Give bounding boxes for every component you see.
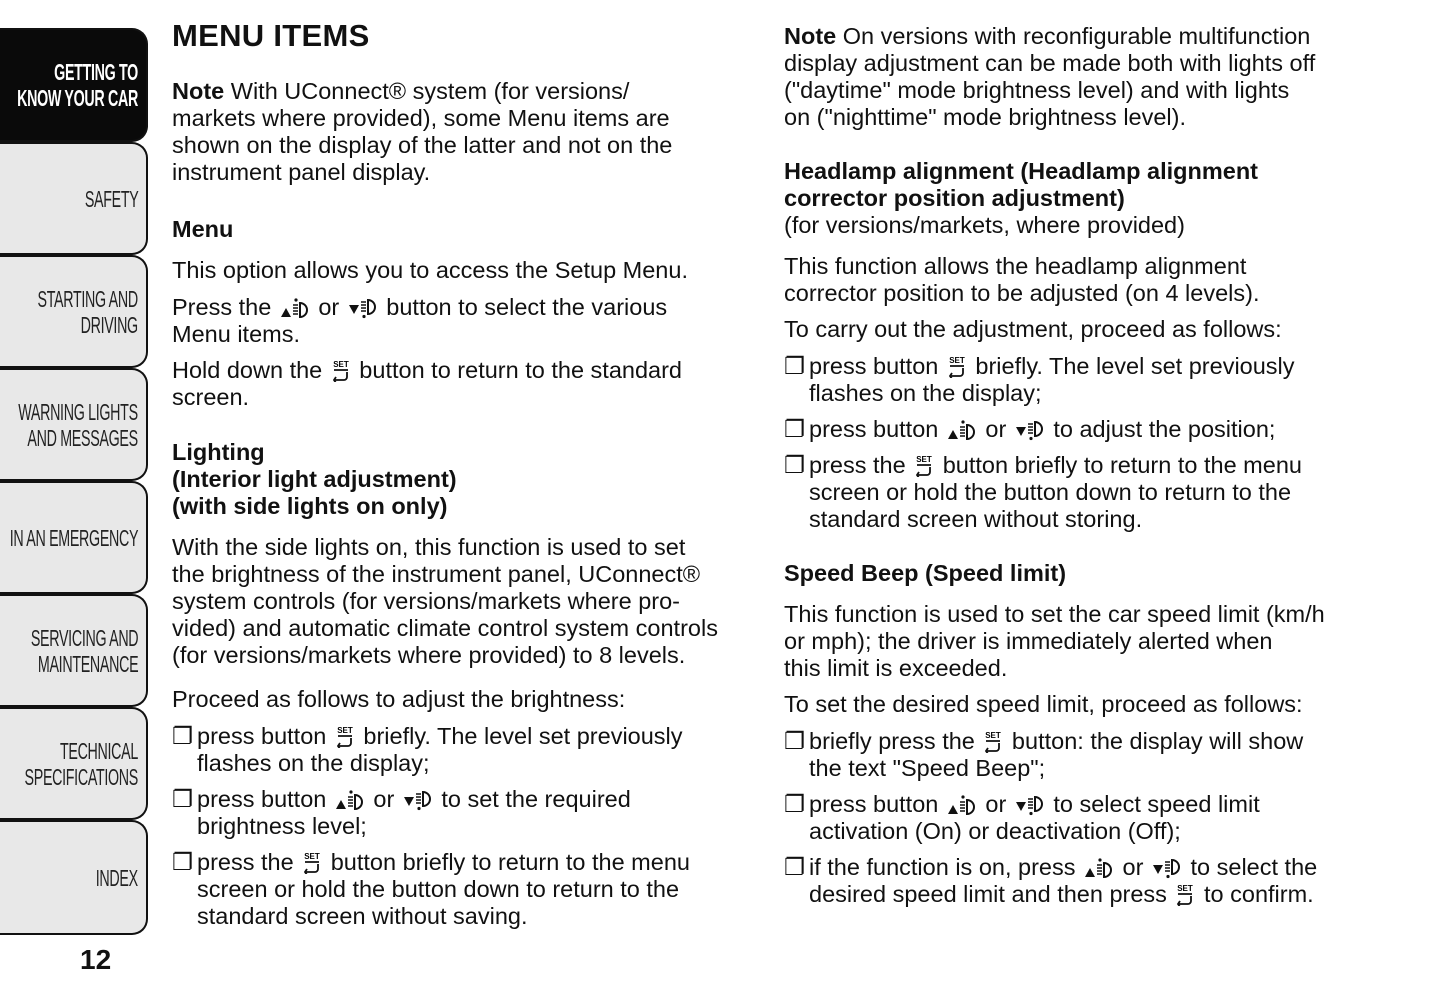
- paragraph: [172, 257, 688, 284]
- text-line: [784, 23, 1315, 50]
- text: corrector position adjustment): [784, 185, 1125, 211]
- text-line: [172, 903, 690, 930]
- headlamp-down-icon: [403, 789, 433, 817]
- text: if the function is on, press: [809, 854, 1083, 880]
- text-line: [172, 849, 690, 876]
- list-item: [784, 452, 1302, 533]
- text: press the: [809, 452, 913, 478]
- text: Proceed as follows to adjust the brightness:: [172, 686, 626, 712]
- text: standard screen without saving.: [197, 903, 528, 929]
- text: Menu: [172, 216, 234, 242]
- text: press button: [809, 416, 945, 442]
- tab-label: SERVICING AND: [30, 624, 138, 651]
- text-line: [784, 854, 1317, 881]
- text: Menu items.: [172, 321, 300, 347]
- text-line: [784, 628, 1325, 655]
- section-heading: [784, 158, 1258, 212]
- text: screen or hold the button down to return to the: [809, 479, 1292, 505]
- text: To set the desired speed limit, proceed as follows:: [784, 691, 1303, 717]
- text-line: [172, 357, 682, 384]
- text: display adjustment can be made both with lights off: [784, 50, 1316, 76]
- text-line: [784, 253, 1259, 280]
- text-line: [784, 881, 1317, 908]
- headlamp-down-icon: [348, 297, 378, 325]
- paragraph: [784, 316, 1282, 343]
- text-line: [172, 786, 631, 813]
- text: or: [1116, 854, 1150, 880]
- text: to select the: [1183, 854, 1318, 880]
- text-line: [784, 280, 1259, 307]
- text-line: [784, 185, 1258, 212]
- checkbox-bullet-icon: ❐: [784, 452, 806, 478]
- text: press the: [197, 849, 301, 875]
- tab-label: SAFETY: [84, 185, 138, 212]
- text-line: [784, 691, 1303, 718]
- text: On versions with reconfigurable multifunction: [836, 23, 1311, 49]
- tab-in-an-emergency[interactable]: [0, 481, 148, 594]
- checkbox-bullet-icon: ❐: [172, 786, 194, 812]
- set-button-icon: [331, 358, 351, 388]
- text: (Interior light adjustment): [172, 466, 457, 492]
- text: desired speed limit and then press: [809, 881, 1174, 907]
- text: Lighting: [172, 439, 265, 465]
- list-item: [172, 723, 683, 777]
- tab-label: IN AN EMERGENCY: [9, 524, 138, 551]
- checkbox-bullet-icon: ❐: [784, 416, 806, 442]
- text-line: [784, 353, 1295, 380]
- paragraph: [172, 78, 672, 186]
- text: system controls (for versions/markets where pro-: [172, 588, 681, 614]
- text: markets where provided), some Menu items are: [172, 105, 670, 131]
- text-line: [172, 18, 370, 53]
- text-line: [784, 104, 1315, 131]
- text: brightness level;: [197, 813, 367, 839]
- text: ("daytime" mode brightness level) and with lights: [784, 77, 1290, 103]
- list-item: [784, 416, 1275, 443]
- text: to set the required: [434, 786, 631, 812]
- text: the brightness of the instrument panel, UConnect®: [172, 561, 701, 587]
- text-line: [784, 755, 1303, 782]
- text-line: [172, 294, 667, 321]
- text: With the side lights on, this function is used to set: [172, 534, 686, 560]
- list-item: [784, 854, 1317, 908]
- text: (with side lights on only): [172, 493, 448, 519]
- text-line: [172, 384, 682, 411]
- text: This function is used to set the car speed limit (km/h: [784, 601, 1325, 627]
- text: This function allows the headlamp alignment: [784, 253, 1247, 279]
- text: MENU ITEMS: [172, 18, 370, 53]
- text-line: [172, 132, 672, 159]
- svg-text:SET: SET: [333, 360, 349, 369]
- text-line: [172, 813, 631, 840]
- text: instrument panel display.: [172, 159, 431, 185]
- section-heading: [172, 216, 233, 243]
- tab-safety[interactable]: [0, 142, 148, 255]
- section-heading: [172, 439, 457, 520]
- text: or: [366, 786, 401, 812]
- svg-text:SET: SET: [337, 726, 353, 735]
- text: or: [978, 416, 1013, 442]
- text-line: [784, 452, 1302, 479]
- text: button to return to the standard: [352, 357, 682, 383]
- text-line: [172, 876, 690, 903]
- text: to select speed limit: [1046, 791, 1260, 817]
- text-line: [784, 380, 1295, 407]
- svg-text:SET: SET: [916, 455, 932, 464]
- text: press button: [197, 786, 333, 812]
- svg-text:SET: SET: [949, 356, 965, 365]
- text-line: [172, 723, 683, 750]
- text-line: [172, 615, 718, 642]
- text: Press the: [172, 294, 278, 320]
- set-button-icon: [1175, 882, 1195, 912]
- text: on ("nighttime" mode brightness level).: [784, 104, 1187, 130]
- text: screen or hold the button down to return to the: [197, 876, 680, 902]
- text-line: [784, 416, 1275, 443]
- checkbox-bullet-icon: ❐: [784, 353, 806, 379]
- text-line: [784, 316, 1282, 343]
- text-line: [784, 158, 1258, 185]
- text-line: [172, 78, 672, 105]
- tab-label: KNOW YOUR CAR: [17, 85, 138, 111]
- text-line: [784, 655, 1325, 682]
- tab-label: INDEX: [95, 864, 138, 891]
- text-line: [784, 506, 1302, 533]
- text-line: [784, 791, 1260, 818]
- text-line: [172, 439, 457, 466]
- list-item: [784, 728, 1303, 782]
- tab-label: MAINTENANCE: [37, 650, 138, 677]
- text: to confirm.: [1197, 881, 1314, 907]
- paragraph: [172, 294, 667, 348]
- paragraph: [784, 23, 1315, 131]
- text: to adjust the position;: [1046, 416, 1276, 442]
- tab-getting-to-know-your-car[interactable]: [0, 28, 148, 142]
- text-line: [172, 588, 718, 615]
- text: the text "Speed Beep";: [809, 755, 1046, 781]
- checkbox-bullet-icon: ❐: [784, 854, 806, 880]
- text-line: [172, 534, 718, 561]
- text: corrector position to be adjusted (on 4 levels).: [784, 280, 1260, 306]
- text: Headlamp alignment (Headlamp alignment: [784, 158, 1259, 184]
- text: To carry out the adjustment, proceed as follows:: [784, 316, 1282, 342]
- text: briefly. The level set previously: [968, 353, 1295, 379]
- text: With UConnect® system (for versions/: [224, 78, 630, 104]
- tab-starting-and-driving[interactable]: [0, 255, 148, 368]
- text-line: [784, 728, 1303, 755]
- text-line: [172, 686, 625, 713]
- paragraph: [784, 212, 1185, 239]
- checkbox-bullet-icon: ❐: [172, 723, 194, 749]
- text: standard screen without storing.: [809, 506, 1143, 532]
- text-line: [784, 560, 1066, 587]
- tab-index[interactable]: [0, 820, 148, 935]
- text: button briefly to return to the menu: [936, 452, 1302, 478]
- list-item: [784, 353, 1295, 407]
- text-line: [784, 818, 1260, 845]
- text-line: [172, 493, 457, 520]
- text: press button: [197, 723, 333, 749]
- tab-label: WARNING LIGHTS: [18, 398, 138, 425]
- page-title: [172, 18, 370, 53]
- text: flashes on the display;: [809, 380, 1042, 406]
- text: button to select the various: [379, 294, 668, 320]
- text: This option allows you to access the Setup Menu.: [172, 257, 688, 283]
- paragraph: [172, 357, 682, 411]
- page-number: 12: [80, 944, 112, 975]
- text: or: [311, 294, 346, 320]
- paragraph: [784, 601, 1325, 682]
- section-heading: [784, 560, 1066, 587]
- text: shown on the display of the latter and not on the: [172, 132, 673, 158]
- checkbox-bullet-icon: ❐: [784, 791, 806, 817]
- tab-technical-specifications[interactable]: [0, 707, 148, 820]
- text-line: [784, 212, 1185, 239]
- tab-servicing-and-maintenance[interactable]: [0, 594, 148, 707]
- list-item: [172, 786, 631, 840]
- tab-label: STARTING AND: [37, 285, 138, 312]
- paragraph: [784, 691, 1303, 718]
- headlamp-up-icon: [947, 419, 977, 447]
- note-label: Note: [784, 23, 837, 49]
- tab-warning-lights-and-messages[interactable]: [0, 368, 148, 481]
- text-line: [172, 159, 672, 186]
- text-line: [784, 479, 1302, 506]
- text: or: [978, 791, 1013, 817]
- text: Speed Beep (Speed limit): [784, 560, 1067, 586]
- text: briefly press the: [809, 728, 982, 754]
- text: (for versions/markets, where provided): [784, 212, 1185, 238]
- paragraph: [172, 686, 625, 713]
- tab-label: TECHNICAL: [59, 737, 138, 764]
- text: flashes on the display;: [197, 750, 430, 776]
- text-line: [784, 601, 1325, 628]
- text: briefly. The level set previously: [356, 723, 683, 749]
- text-line: [784, 50, 1315, 77]
- text: (for versions/markets where provided) to 8 levels.: [172, 642, 686, 668]
- text-line: [172, 561, 718, 588]
- note-label: Note: [172, 78, 225, 104]
- text: this limit is exceeded.: [784, 655, 1008, 681]
- tab-label: GETTING TO: [54, 59, 138, 85]
- text-line: [172, 257, 688, 284]
- text: screen.: [172, 384, 250, 410]
- text-line: [172, 105, 672, 132]
- paragraph: [784, 253, 1259, 307]
- list-item: [784, 791, 1260, 845]
- text-line: [172, 750, 683, 777]
- text: Hold down the: [172, 357, 329, 383]
- text: press button: [809, 353, 945, 379]
- svg-text:SET: SET: [985, 731, 1002, 740]
- svg-text:SET: SET: [304, 852, 320, 861]
- headlamp-down-icon: [1015, 419, 1045, 447]
- text: button briefly to return to the menu: [324, 849, 690, 875]
- text: vided) and automatic climate control system controls: [172, 615, 718, 641]
- tab-label: SPECIFICATIONS: [24, 763, 138, 790]
- text: activation (On) or deactivation (Off);: [809, 818, 1181, 844]
- checkbox-bullet-icon: ❐: [784, 728, 806, 754]
- text: button: the display will show: [1005, 728, 1304, 754]
- text-line: [172, 321, 667, 348]
- paragraph: [172, 534, 718, 669]
- tab-label: DRIVING: [80, 311, 138, 338]
- text: or mph); the driver is immediately alerted when: [784, 628, 1273, 654]
- text-line: [172, 642, 718, 669]
- tab-label: AND MESSAGES: [27, 424, 138, 451]
- text-line: [172, 216, 233, 243]
- checkbox-bullet-icon: ❐: [172, 849, 194, 875]
- text: press button: [809, 791, 945, 817]
- list-item: [172, 849, 690, 930]
- svg-text:SET: SET: [1177, 884, 1194, 893]
- text-line: [172, 466, 457, 493]
- text-line: [784, 77, 1315, 104]
